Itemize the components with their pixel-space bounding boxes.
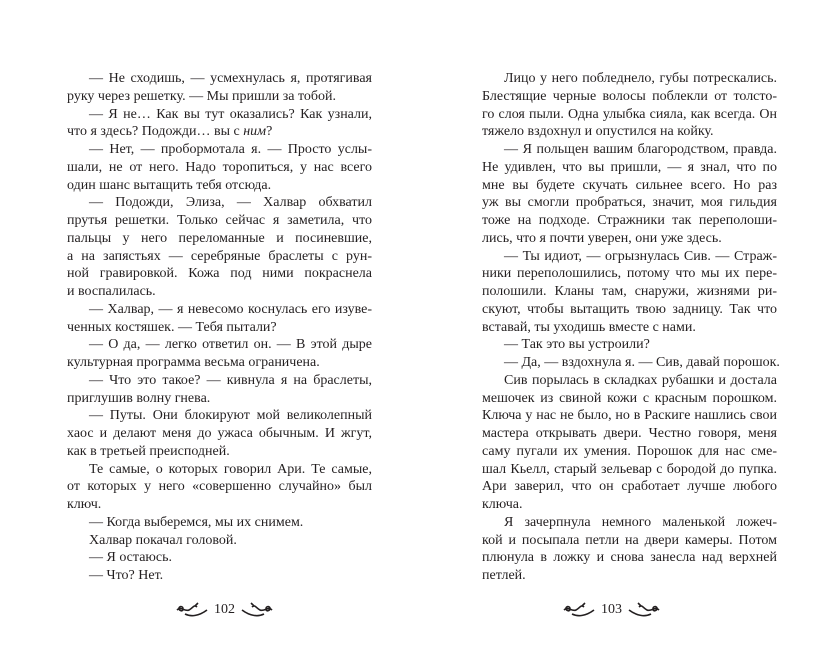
text-line	[482, 496, 777, 514]
text-line-content: тяжело вздохнул и опустился на койку.	[482, 124, 714, 140]
text-line	[482, 283, 777, 301]
text-line	[482, 549, 777, 567]
text-line-content: петлей.	[482, 568, 526, 583]
right-page-footer	[562, 602, 661, 618]
text-line-content: что я здесь? Подожди… вы с	[67, 124, 244, 140]
text-line	[482, 336, 777, 354]
text-line	[67, 301, 372, 319]
text-line-content: один шанс вытащить тебя отсюда.	[67, 177, 272, 193]
text-line-content: кой и посыпала петли на двери камеры. Потом	[482, 532, 777, 548]
text-line-content: Те самые, о которых говорил Ари. Те самые,	[89, 461, 372, 477]
text-line	[67, 106, 372, 124]
text-line-content: уж вы смогли пробраться, значит, моя гильдия	[482, 195, 777, 211]
text-line-content: — Ты идиот, — огрызнулась Сив. — Страж-	[504, 248, 777, 264]
text-line	[67, 514, 372, 532]
text-line-content: — Так это вы устроили?	[504, 337, 650, 353]
text-line-content: прутья решетки. Только сейчас я заметила, что	[67, 213, 372, 228]
text-line-content: мастера открывать двери. Честно говоря, меня	[482, 426, 777, 441]
text-line	[482, 532, 777, 550]
text-line	[67, 265, 372, 283]
text-line	[482, 230, 777, 248]
flourish-right-icon	[240, 602, 274, 618]
text-line-content: пальцы у него переломанные и посиневшие,	[67, 230, 372, 246]
text-line	[67, 390, 372, 408]
text-line-content: тоже на подходе. Стражники так переполоши-	[482, 213, 777, 228]
text-line-content: го слоя пыли. Одна улыбка сияла, как всегда. Он	[482, 106, 777, 122]
text-line	[67, 248, 372, 266]
flourish-right-icon	[627, 602, 661, 618]
text-line	[67, 567, 372, 585]
text-line	[482, 123, 777, 141]
text-line-content: мешочек из свиной кожи с красным порошком.	[482, 390, 777, 406]
text-line-content: Сив порылась в складках рубашки и достала	[504, 372, 777, 388]
text-line	[67, 159, 372, 177]
text-line	[482, 567, 777, 585]
text-line	[482, 407, 777, 425]
text-line	[67, 478, 372, 496]
text-line	[67, 354, 372, 372]
text-line-content: — Я не… Как вы тут оказались? Как узнали,	[89, 106, 372, 122]
text-line	[67, 141, 372, 159]
text-line	[482, 319, 777, 337]
text-line-content: Ари заверил, что он сработает лучше любого	[482, 479, 777, 495]
text-line	[482, 159, 777, 177]
text-line-content: лись, что я почти уверен, они уже здесь.	[482, 230, 722, 246]
text-line	[482, 248, 777, 266]
text-line	[482, 265, 777, 283]
text-line	[482, 88, 777, 106]
text-line-content: — Да, — вздохнула я. — Сив, давай порошок.	[504, 355, 780, 370]
left-page-text	[67, 70, 372, 585]
text-line-content: — Путы. Они блокируют мой великолепный	[89, 408, 372, 424]
text-line	[482, 514, 777, 532]
text-line-content: скуют, чтобы вытащить твою задницу. Так что	[482, 301, 777, 317]
text-line	[482, 70, 777, 88]
text-line	[482, 478, 777, 496]
text-line	[67, 319, 372, 337]
text-line-content: и воспалилась.	[67, 284, 156, 299]
page-number: 102	[214, 602, 235, 617]
text-line-content: плюнула в ложку и снова занесла над верхней	[482, 550, 777, 566]
italic-word: ним	[243, 124, 267, 140]
text-line-content: как в третьей преисподней.	[67, 443, 230, 459]
flourish-left-icon	[175, 602, 209, 618]
text-line-content: Лицо у него побледнело, губы потрескались.	[504, 71, 777, 86]
text-line-content: — Халвар, — я невесомо коснулась его изуве-	[89, 301, 372, 317]
text-line-content: вставай, ты уходишь вместе с нами.	[482, 319, 696, 335]
text-line	[67, 177, 372, 195]
text-line	[67, 532, 372, 550]
text-line-content: саму пугали их умения. Порошок для нас сме-	[482, 443, 777, 459]
text-line	[67, 123, 372, 141]
text-line-content: Я зачерпнула немного маленькой ложеч-	[504, 514, 777, 530]
text-line-content: Ключа у нас не было, но в Раскиге нашлись свои	[482, 408, 777, 424]
text-line	[67, 425, 372, 443]
text-line	[67, 212, 372, 230]
text-line-content: Блестящие черные волосы поблекли от толсто-	[482, 88, 777, 104]
text-line-content: хаос и делают меня до ужаса обычным. И жгут,	[67, 426, 372, 441]
text-line	[67, 70, 372, 88]
text-line	[482, 443, 777, 461]
flourish-left-icon	[562, 602, 596, 618]
text-line-content: а на запястьях — серебряные браслеты с рун-	[67, 248, 372, 264]
text-line	[67, 283, 372, 301]
text-line	[67, 88, 372, 106]
text-line	[482, 177, 777, 195]
text-line	[482, 194, 777, 212]
text-line-content: полошили. Кланы там, снаружи, жизнями ри-	[482, 284, 777, 299]
text-line	[482, 372, 777, 390]
text-line-content: Не удивлен, что вы пришли, — я знал, что по	[482, 159, 777, 175]
text-line-content: — Я остаюсь.	[89, 550, 172, 566]
text-line-content: ключа.	[482, 497, 523, 512]
text-line-content: — Когда выберемся, мы их снимем.	[89, 514, 304, 530]
text-line	[67, 461, 372, 479]
text-line	[482, 301, 777, 319]
text-line	[482, 425, 777, 443]
text-line-content: приглушив волну гнева.	[67, 390, 211, 406]
text-line-content: от которых у него «совершенно случайно» был	[67, 479, 372, 495]
text-line-content: ной гравировкой. Кожа под ними покраснела	[67, 266, 372, 282]
left-page-footer	[175, 602, 274, 618]
text-line-content: — Я польщен вашим благородством, правда.	[504, 142, 777, 157]
text-line-content: — Не сходишь, — усмехнулась я, протягивая	[89, 71, 372, 86]
text-line-content: ники переполошились, потому что мы их пере-	[482, 266, 777, 282]
page-number: 103	[601, 602, 622, 617]
text-line	[482, 141, 777, 159]
text-line-content: ченных костяшек. — Тебя пытали?	[67, 319, 277, 335]
text-line	[482, 106, 777, 124]
text-line	[482, 212, 777, 230]
text-line-content: руку через решетку. — Мы пришли за тобой.	[67, 88, 337, 104]
text-line-content: — О да, — легко ответил он. — В этой дыре	[89, 337, 372, 353]
text-line	[482, 461, 777, 479]
text-line-content: шали, не от него. Надо торопиться, у нас всего	[67, 159, 372, 175]
text-line	[67, 443, 372, 461]
text-line-content: ключ.	[67, 497, 102, 512]
text-line-content: Халвар покачал головой.	[89, 532, 237, 548]
text-line-content: — Подожди, Элиза, — Халвар обхватил	[89, 195, 372, 211]
text-line	[67, 336, 372, 354]
text-line	[482, 354, 780, 372]
right-page-text	[482, 70, 780, 585]
text-line-content: — Что это такое? — кивнула я на браслеты,	[89, 372, 372, 388]
text-line	[67, 230, 372, 248]
text-line	[482, 390, 777, 408]
text-line	[67, 372, 372, 390]
text-line-content: мне вы будете скучать сильнее всего. Но раз	[482, 177, 777, 193]
text-line-tail: ?	[266, 124, 273, 140]
text-line	[67, 194, 372, 212]
text-line	[67, 407, 372, 425]
text-line-content: — Нет, — пробормотала я. — Просто услы-	[89, 142, 372, 157]
text-line-content: шал Кьелл, старый зельевар с бородой до пупка.	[482, 461, 777, 477]
text-line	[67, 549, 372, 567]
text-line	[67, 496, 372, 514]
text-line-content: культурная программа весьма ограничена.	[67, 355, 320, 370]
text-line-content: — Что? Нет.	[89, 568, 164, 583]
